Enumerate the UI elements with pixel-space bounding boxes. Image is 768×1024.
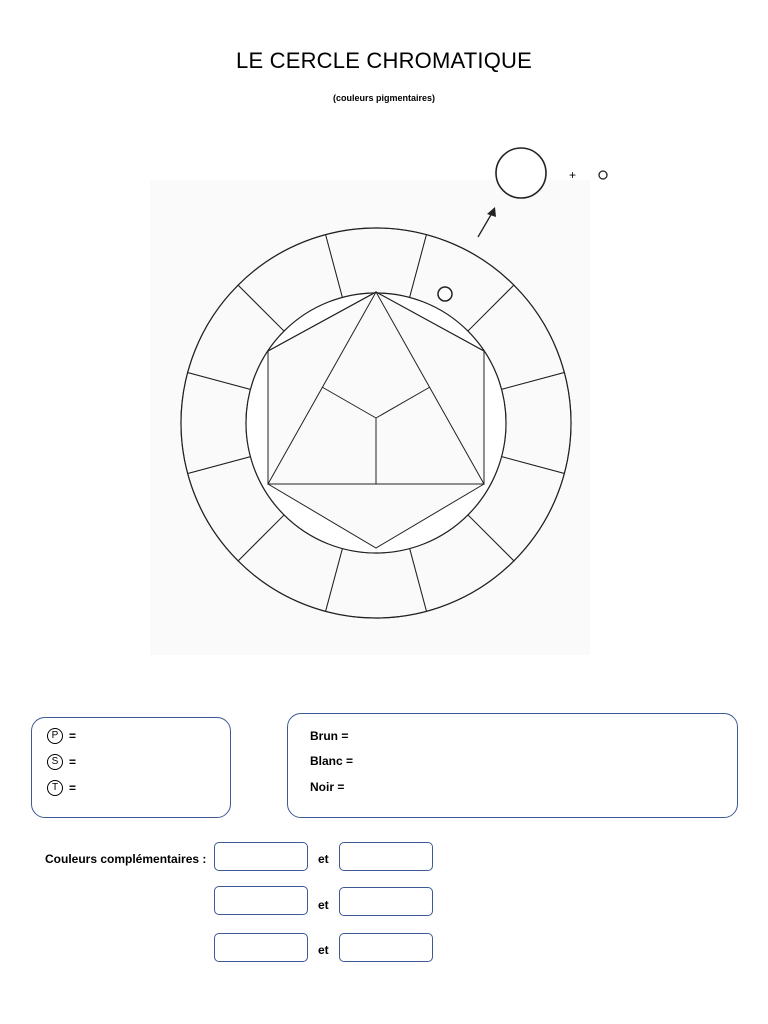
tiny-mix-circle xyxy=(599,171,607,179)
plus-sign: + xyxy=(569,168,577,182)
legend-row-tertiary xyxy=(47,780,76,796)
large-mix-circle xyxy=(496,148,546,198)
complementary-slot-3a[interactable] xyxy=(214,933,308,962)
legend-row-blanc: Blanc = xyxy=(310,754,354,768)
legend-row-primary xyxy=(47,728,76,744)
complementary-connector-2: et xyxy=(318,898,329,912)
small-circle-marker xyxy=(438,287,452,301)
badge-s: S xyxy=(47,754,63,770)
wheel-segment xyxy=(326,228,427,297)
complementary-slot-3b[interactable] xyxy=(339,933,433,962)
wheel-segment xyxy=(181,373,250,474)
complementary-slot-1a[interactable] xyxy=(214,842,308,871)
legend-row-secondary-value: = xyxy=(69,755,77,769)
wheel-segment xyxy=(502,373,571,474)
legend-box-primary-secondary-tertiary xyxy=(31,717,231,818)
legend-row-primary-value: = xyxy=(69,729,77,743)
legend-row-brun: Brun = xyxy=(310,729,349,743)
page-title: LE CERCLE CHROMATIQUE xyxy=(236,48,532,73)
complementary-label: Couleurs complémentaires : xyxy=(45,852,207,866)
legend-row-noir: Noir = xyxy=(310,780,345,794)
complementary-slot-2a[interactable] xyxy=(214,886,308,915)
complementary-slot-1b[interactable] xyxy=(339,842,433,871)
page-subtitle: (couleurs pigmentaires) xyxy=(332,93,436,103)
legend-row-tertiary-value: = xyxy=(69,781,77,795)
complementary-connector-3: et xyxy=(318,943,329,957)
complementary-connector-1: et xyxy=(318,852,329,866)
legend-row-secondary xyxy=(47,754,76,770)
badge-t: T xyxy=(47,780,63,796)
wheel-segment xyxy=(326,549,427,618)
legend-box-brown-white-black xyxy=(287,713,738,818)
complementary-slot-2b[interactable] xyxy=(339,887,433,916)
badge-p: P xyxy=(47,728,63,744)
